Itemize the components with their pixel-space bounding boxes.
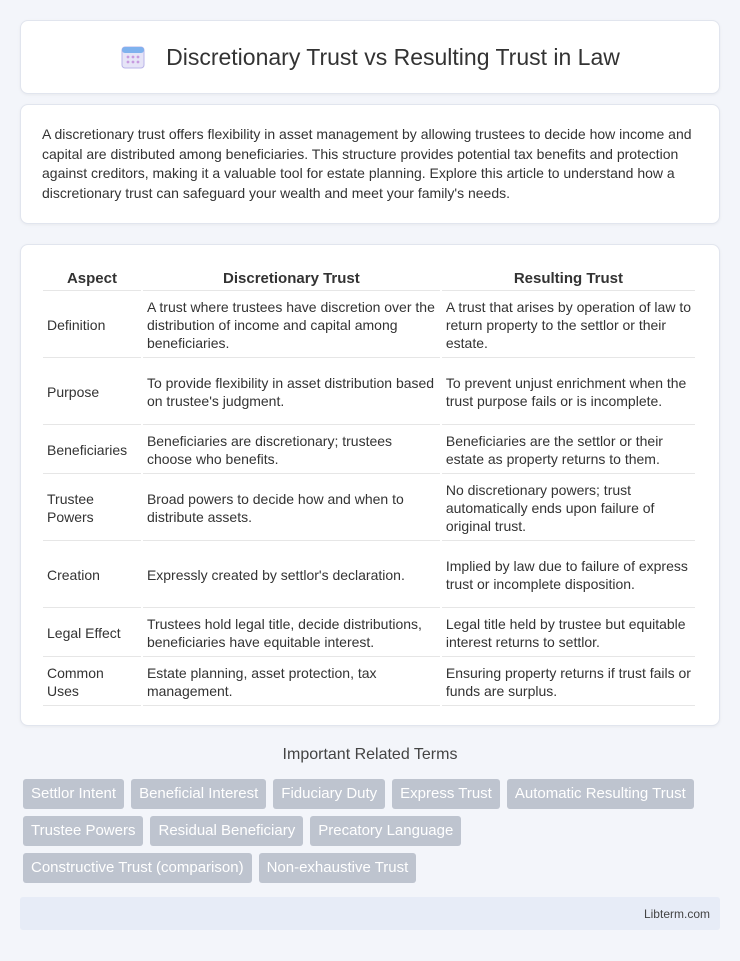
tag-constructive-trust[interactable]: Constructive Trust (comparison) [23,853,252,883]
cell-aspect: Common Uses [43,659,141,706]
cell-aspect: Creation [43,543,141,608]
tag-precatory-language[interactable]: Precatory Language [310,816,461,846]
title-card [20,20,720,94]
tag-non-exhaustive-trust[interactable]: Non-exhaustive Trust [259,853,417,883]
cell-aspect: Trustee Powers [43,476,141,541]
table-row [43,293,695,358]
cell-aspect: Definition [43,293,141,358]
cell-discretionary: Trustees hold legal title, decide distributions, beneficiaries have equitable interest. [143,610,440,657]
intro-paragraph: A discretionary trust offers flexibility in asset management by allowing trustees to decide how income and capital are distributed among beneficiaries. This structure provides potential tax benefits and protection against creditors, making it a valuable tool for estate planning. Explore this article to understand how a discretionary trust can safeguard your wealth and meet your family's needs. [42,126,692,201]
calendar-icon [120,44,146,70]
header-aspect: Aspect [43,267,141,291]
tag-fiduciary-duty[interactable]: Fiduciary Duty [273,779,385,809]
cell-resulting: Ensuring property returns if trust fails or funds are surplus. [442,659,695,706]
cell-resulting: Beneficiaries are the settlor or their estate as property returns to them. [442,427,695,474]
cell-resulting: Legal title held by trustee but equitable interest returns to settlor. [442,610,695,657]
cell-aspect: Beneficiaries [43,427,141,474]
header-discretionary: Discretionary Trust [143,267,440,291]
cell-discretionary: Broad powers to decide how and when to distribute assets. [143,476,440,541]
table-row [43,543,695,608]
tag-beneficial-interest[interactable]: Beneficial Interest [131,779,266,809]
table-row [43,427,695,474]
table-row [43,360,695,425]
table-header-row [43,267,695,291]
comparison-table [41,265,697,708]
cell-discretionary: Expressly created by settlor's declaration. [143,543,440,608]
cell-discretionary: A trust where trustees have discretion over the distribution of income and capital among beneficiaries. [143,293,440,358]
cell-discretionary: To provide flexibility in asset distribution based on trustee's judgment. [143,360,440,425]
cell-discretionary: Beneficiaries are discretionary; trustees choose who benefits. [143,427,440,474]
related-terms-heading: Important Related Terms [282,746,458,763]
comparison-card [20,244,720,726]
header-resulting: Resulting Trust [442,267,695,291]
table-row [43,610,695,657]
tag-automatic-resulting-trust[interactable]: Automatic Resulting Trust [507,779,694,809]
page-title: Discretionary Trust vs Resulting Trust in Law [166,43,620,70]
tag-trustee-powers[interactable]: Trustee Powers [23,816,143,846]
cell-resulting: No discretionary powers; trust automatically ends upon failure of original trust. [442,476,695,541]
table-row [43,476,695,541]
cell-resulting: A trust that arises by operation of law to return property to the settlor or their estate. [442,293,695,358]
cell-discretionary: Estate planning, asset protection, tax management. [143,659,440,706]
tag-residual-beneficiary[interactable]: Residual Beneficiary [150,816,303,846]
cell-aspect: Legal Effect [43,610,141,657]
footer [20,897,720,930]
cell-resulting: To prevent unjust enrichment when the trust purpose fails or is incomplete. [442,360,695,425]
cell-aspect: Purpose [43,360,141,425]
tag-settlor-intent[interactable]: Settlor Intent [23,779,124,809]
table-row [43,659,695,706]
cell-resulting: Implied by law due to failure of express trust or incomplete disposition. [442,543,695,608]
related-terms-list [23,779,703,890]
tag-express-trust[interactable]: Express Trust [392,779,500,809]
footer-brand-link[interactable]: Libterm.com [643,907,710,921]
intro-card [20,104,720,224]
